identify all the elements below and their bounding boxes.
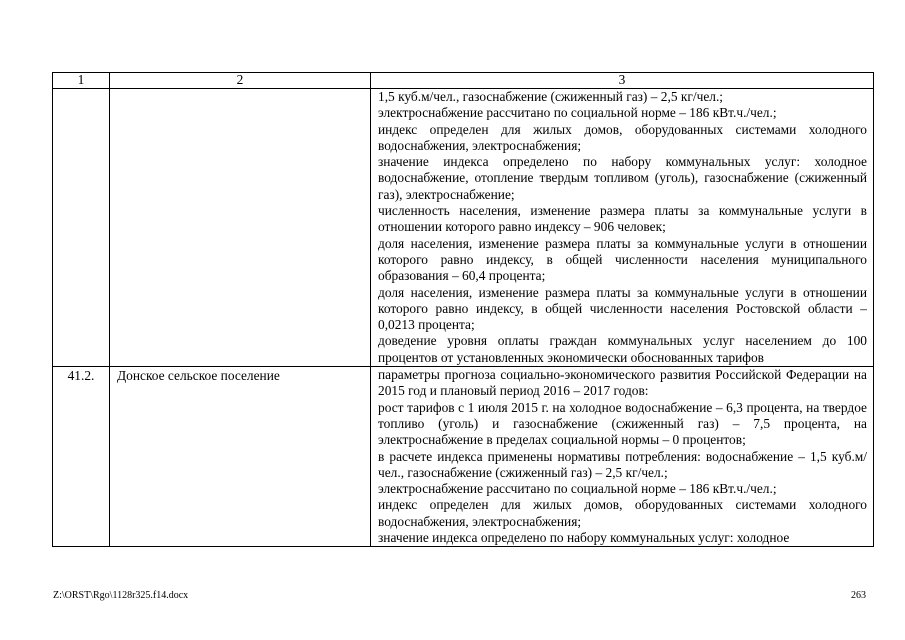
tariff-table — [52, 72, 874, 547]
row-number-cell: 41.2. — [53, 367, 110, 547]
table-row — [53, 89, 874, 367]
description-cell — [371, 89, 874, 367]
description-paragraph: в расчете индекса применены нормативы потребления: водоснабжение – 1,5 куб.м/чел., газоснабжение (сжиженный газ) – 2,5 кг/чел.; — [378, 448, 867, 480]
table-header-row — [53, 73, 874, 89]
description-paragraph: 1,5 куб.м/чел., газоснабжение (сжиженный газ) – 2,5 кг/чел.; — [378, 89, 724, 104]
row-number-cell — [53, 89, 110, 367]
footer-file-path: Z:\ORST\Rgo\1128r325.f14.docx — [53, 590, 189, 601]
settlement-name-cell: Донское сельское поселение — [110, 367, 371, 547]
description-paragraph: электроснабжение рассчитано по социальной норме – 186 кВт.ч./чел.; — [378, 481, 777, 497]
header-cell-1: 1 — [53, 73, 110, 89]
description-paragraph: доведение уровня оплаты граждан коммунальных услуг населением до 100 процентов от установленных экономически обоснованных тарифов — [378, 333, 867, 365]
description-paragraph: доля населения, изменение размера платы за коммунальные услуги в отношении которого равно индексу, в общей численности населения Ростовской области – 0,0213 процента; — [378, 284, 867, 333]
description-paragraph: индекс определен для жилых домов, оборудованных системами холодного водоснабжения, электроснабжения; — [378, 497, 867, 529]
description-paragraph: рост тарифов с 1 июля 2015 г. на холодное водоснабжение – 6,3 процента, на твердое топливо (уголь) и газоснабжение (сжиженный газ) – 7,5 процента, на электроснабжение в пределах социальной нормы – 0 процентов; — [378, 399, 867, 448]
description-paragraph: доля населения, изменение размера платы за коммунальные услуги в отношении которого равно индексу, в общей численности населения муниципального образования – 60,4 процента; — [378, 235, 867, 284]
settlement-name-cell — [110, 89, 371, 367]
description-paragraph: параметры прогноза социально-экономического развития Российской Федерации на 2015 год и плановый период 2016 – 2017 годов: — [378, 367, 867, 399]
header-cell-3: 3 — [371, 73, 874, 89]
description-paragraph: индекс определен для жилых домов, оборудованных системами холодного водоснабжения, электроснабжения; — [378, 121, 867, 153]
description-cell — [371, 367, 874, 547]
description-paragraph: численность населения, изменение размера платы за коммунальные услуги в отношении которого равно индексу – 906 человек; — [378, 203, 867, 235]
description-paragraph: значение индекса определено по набору коммунальных услуг: холодное — [378, 530, 790, 546]
description-paragraph: электроснабжение рассчитано по социальной норме – 186 кВт.ч./чел.; — [378, 105, 777, 121]
footer-page-number: 263 — [851, 590, 866, 601]
description-paragraph: значение индекса определено по набору коммунальных услуг: холодное водоснабжение, отопление твердым топливом (уголь), газоснабжение (сжиженный газ), электроснабжение; — [378, 154, 867, 202]
table-row — [53, 367, 874, 547]
header-cell-2: 2 — [110, 73, 371, 89]
